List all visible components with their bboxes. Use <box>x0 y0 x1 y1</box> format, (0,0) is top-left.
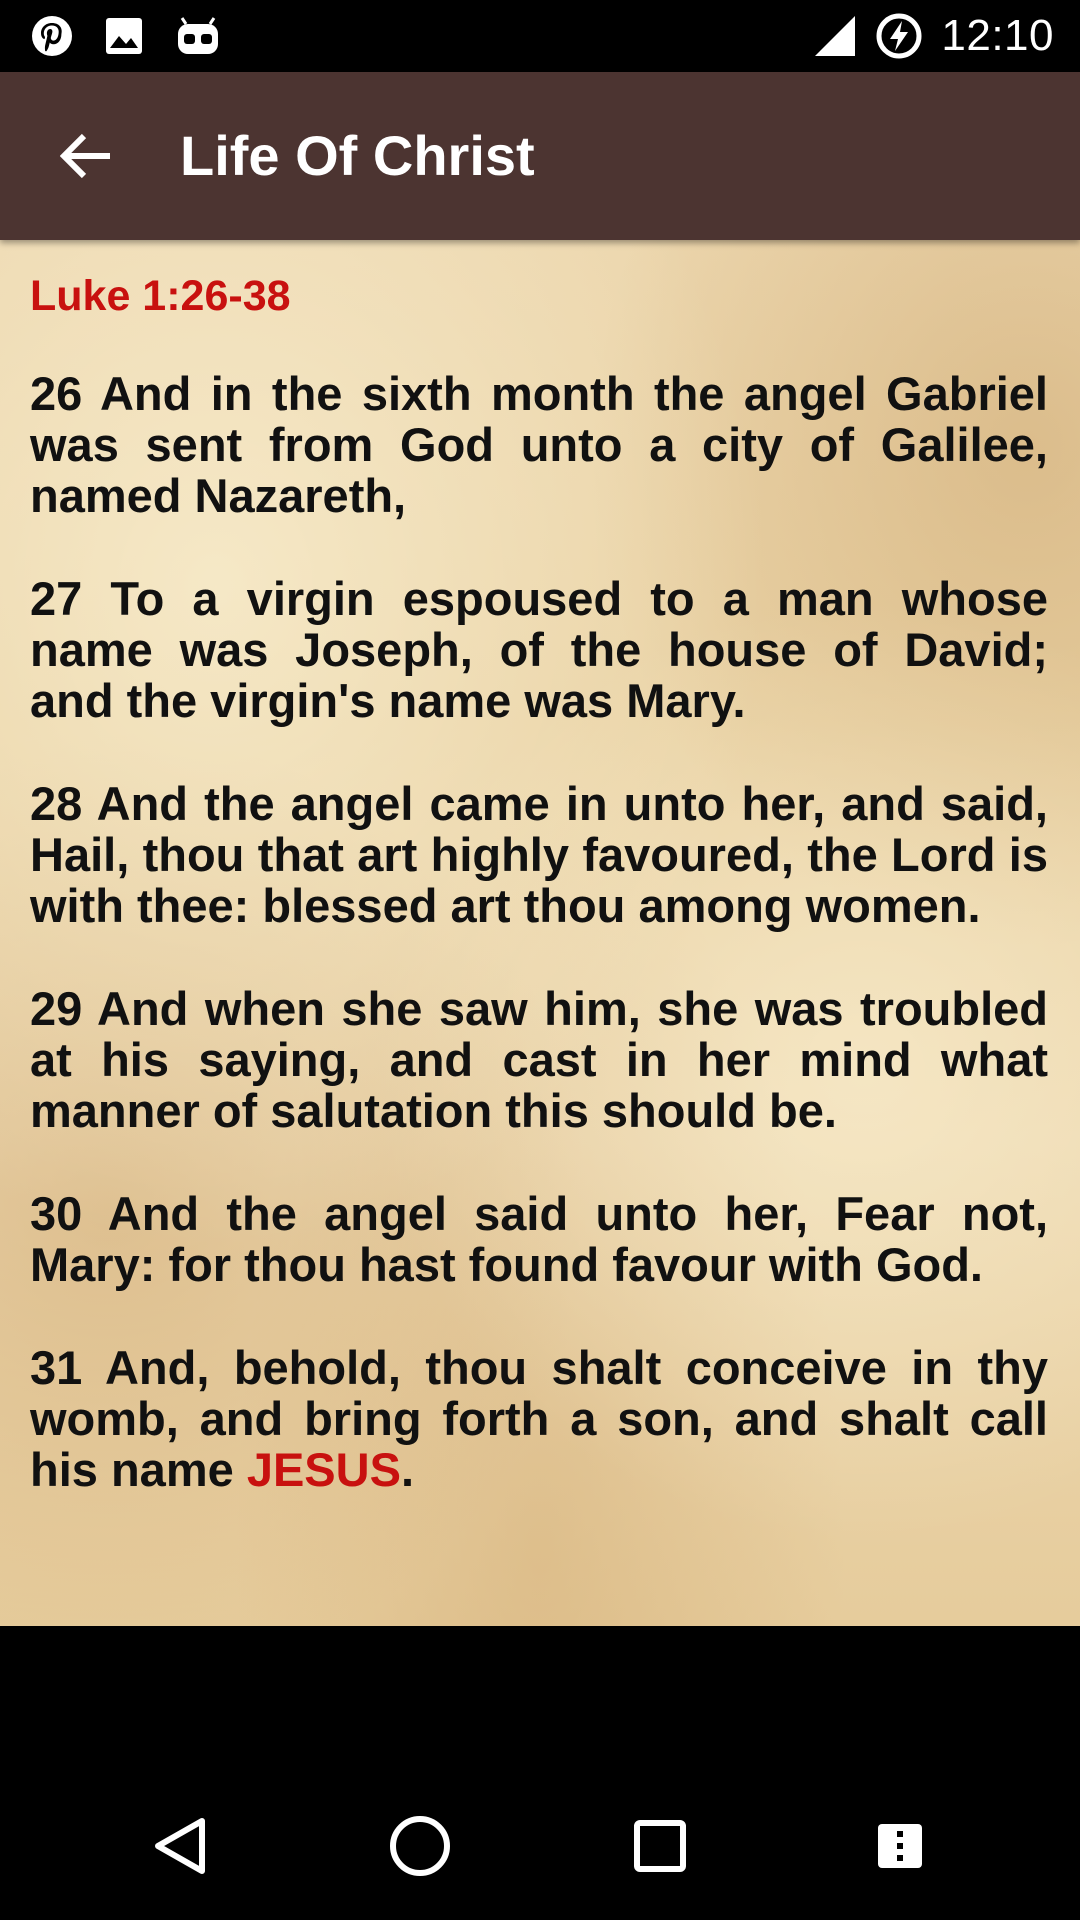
scripture-content[interactable] <box>0 240 1080 1626</box>
home-circle-icon <box>388 1814 452 1878</box>
status-bar <box>0 0 1080 72</box>
signal-icon <box>813 14 857 58</box>
verse-list <box>30 368 1048 1547</box>
app-bar <box>0 72 1080 240</box>
menu-dots-icon <box>874 1820 926 1872</box>
system-status <box>813 10 1054 62</box>
nav-home-button[interactable] <box>380 1806 460 1886</box>
image-icon <box>104 16 144 56</box>
page-title: Life Of Christ <box>180 124 535 187</box>
verse-28: 28 And the angel came in unto her, and said, Hail, thou that art highly favoured, the Lord is with thee: blessed art thou among women. <box>30 777 1048 932</box>
nav-back-button[interactable] <box>140 1806 220 1886</box>
battery-charging-icon <box>875 12 923 60</box>
back-button[interactable] <box>42 112 130 200</box>
verse-27: 27 To a virgin espoused to a man whose name was Joseph, of the house of David; and the virgin's name was Mary. <box>30 572 1048 727</box>
jesus-highlight: JESUS <box>246 1443 401 1496</box>
verse-31 <box>30 1342 1048 1495</box>
android-debug-icon <box>174 14 222 58</box>
scripture-reference: Luke 1:26-38 <box>30 272 291 320</box>
verse-29: 29 And when she saw him, she was troubled at his saying, and cast in her mind what manner of salutation this should be. <box>30 982 1048 1137</box>
back-triangle-icon <box>152 1816 208 1876</box>
clock: 12:10 <box>941 11 1054 60</box>
pinterest-icon <box>30 14 74 58</box>
nav-menu-button[interactable] <box>860 1806 940 1886</box>
arrow-back-icon <box>60 130 112 182</box>
verse-31-end: . <box>400 1443 415 1496</box>
verse-26: 26 And in the sixth month the angel Gabriel was sent from God unto a city of Galilee, named Nazareth, <box>30 367 1048 522</box>
notification-icons <box>30 14 222 58</box>
verse-30: 30 And the angel said unto her, Fear not, Mary: for thou hast found favour with God. <box>30 1187 1048 1291</box>
navigation-bar <box>0 1626 1080 1920</box>
verse-31-text: 31 And, behold, thou shalt conceive in thy womb, and bring forth a son, and shalt call his name <box>30 1341 1048 1496</box>
recents-square-icon <box>632 1818 688 1874</box>
nav-recents-button[interactable] <box>620 1806 700 1886</box>
